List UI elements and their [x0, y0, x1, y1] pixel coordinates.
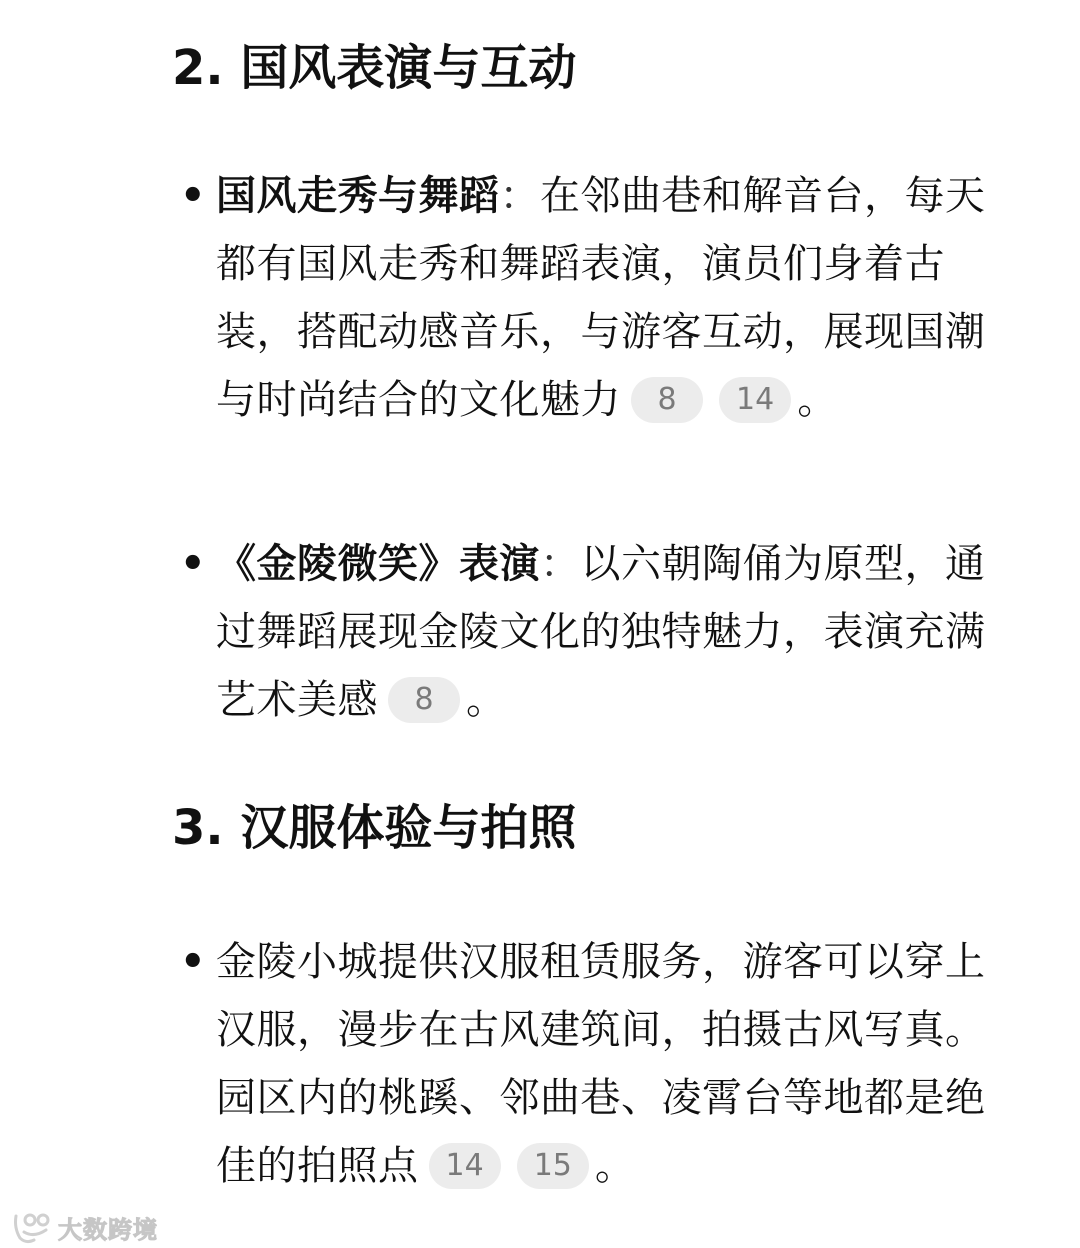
item-body: 金陵小城提供汉服租赁服务，游客可以穿上汉服，漫步在古风建筑间，拍摄古风写真。园区内的桃蹊、邻曲巷、凌霄台等地都是绝佳的拍照点	[216, 939, 986, 1189]
watermark-text: 大数跨境	[58, 1215, 158, 1244]
item-term: 国风走秀与舞蹈	[216, 173, 500, 219]
brand-logo-icon	[10, 1208, 54, 1246]
bullet: •	[180, 541, 206, 587]
citation-badge[interactable]: 14	[719, 377, 791, 423]
bullet: •	[180, 173, 206, 219]
list-item-guofeng-show	[172, 162, 1022, 434]
list-item-text	[216, 928, 1022, 1200]
section-heading-hanfu: 3. 汉服体验与拍照	[172, 800, 577, 856]
watermark	[10, 1208, 158, 1246]
item-separator: ：	[499, 173, 540, 219]
item-body: 以六朝陶俑为原型，通过舞蹈展现金陵文化的独特魅力，表演充满艺术美感	[216, 541, 986, 723]
list-item-text	[216, 162, 1022, 434]
citation-badge[interactable]: 14	[429, 1143, 501, 1189]
section-heading-performance: 2. 国风表演与互动	[172, 40, 577, 96]
item-separator: ：	[540, 541, 581, 587]
list-item-text	[216, 530, 1022, 734]
item-term: 《金陵微笑》表演	[216, 541, 540, 587]
citation-badge[interactable]: 15	[517, 1143, 589, 1189]
list-item-jinling-smile	[172, 530, 1022, 734]
item-body: 在邻曲巷和解音台，每天都有国风走秀和舞蹈表演，演员们身着古装，搭配动感音乐，与游客互动，展现国潮与时尚结合的文化魅力	[216, 173, 986, 423]
citation-badge[interactable]: 8	[388, 677, 460, 723]
item-end-punct: 。	[594, 1143, 636, 1189]
item-end-punct: 。	[797, 377, 838, 423]
list-item-hanfu-experience	[172, 928, 1022, 1200]
citation-badge[interactable]: 8	[631, 377, 703, 423]
bullet: •	[180, 939, 206, 985]
item-end-punct: 。	[466, 677, 507, 723]
